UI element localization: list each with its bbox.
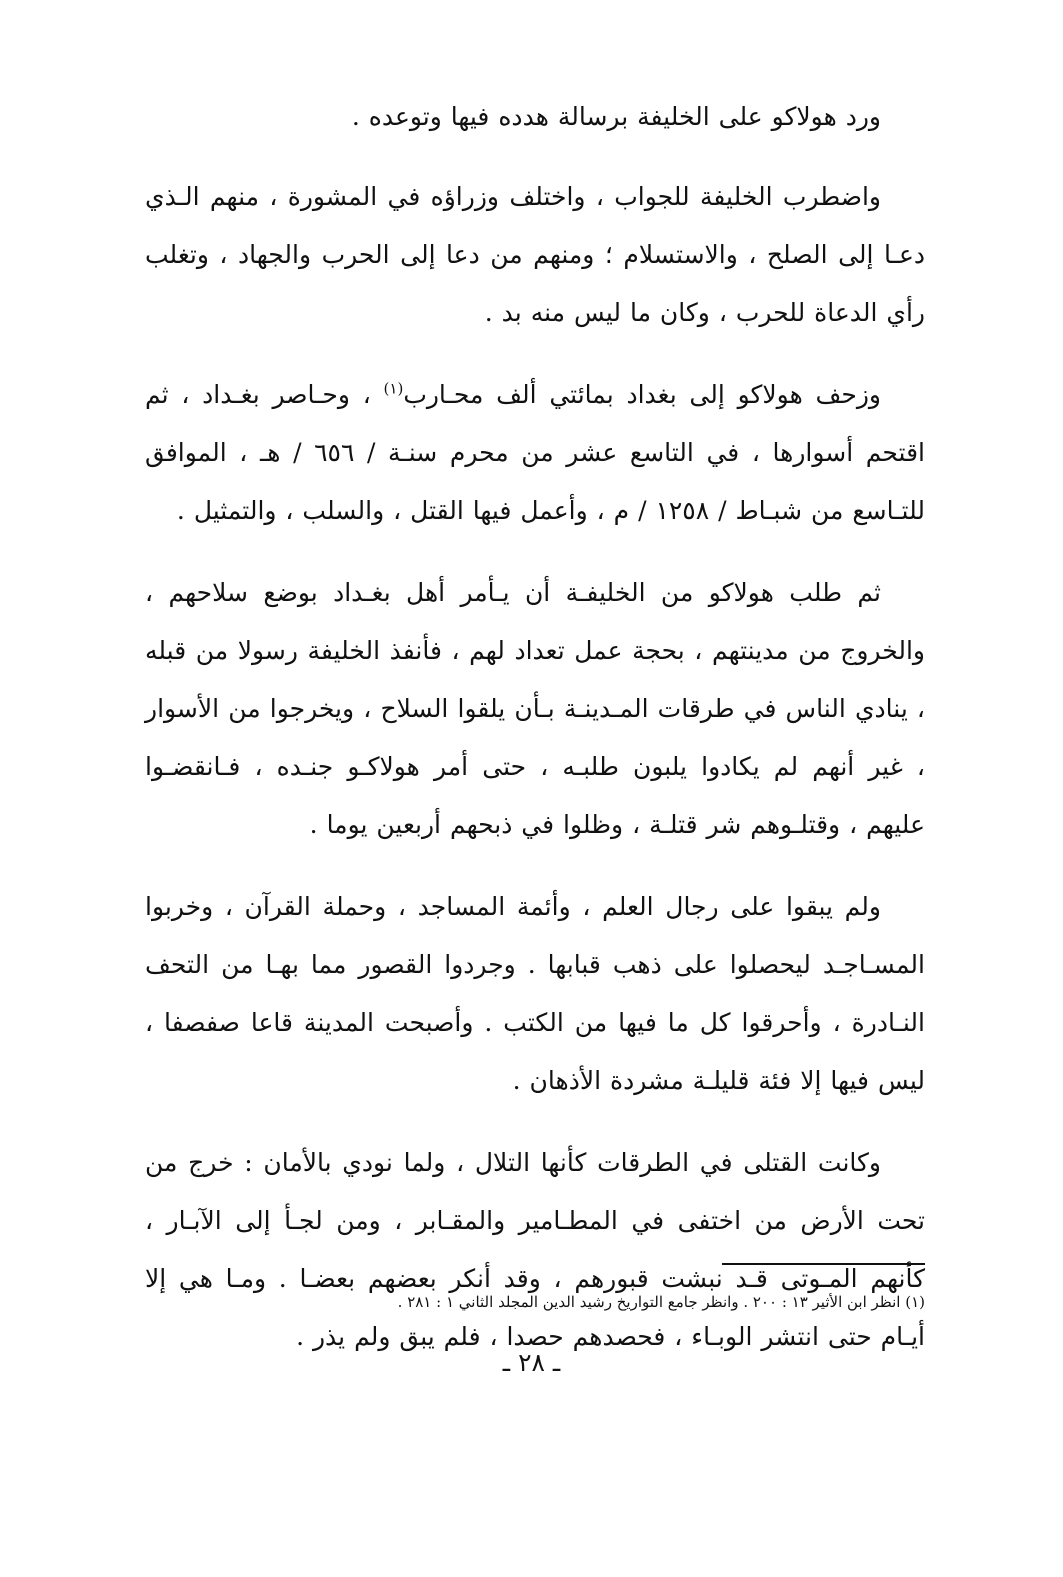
paragraph-6: وكانت القتلى في الطرقات كأنها التلال ، ولما نودي بالأمان : خرج من تحت الأرض من اختفى في المطـامير والمقـابر ، ومن لجـأ إلى الآبـار ، كأنهم المـوتى قـد نبشت قبورهم ، وقد أنكر بعضهم بعضـا . ومـا هي إلا أيـام حتى انتشر الوبـاء ، فحصدهم حصدا ، فلم يبق ولم يذر . [145,1148,925,1351]
footnote: (١) انظر ابن الأثير ١٣ : ٢٠٠ . وانظر جامع التواريخ رشيد الدين المجلد الثاني ١ : ٢٨١ . [397,1293,925,1311]
footnote-divider [722,1263,925,1265]
paragraph-2: واضطرب الخليفة للجواب ، واختلف وزراؤه في المشورة ، منهم الـذي دعـا إلى الصلح ، والاستسلام ؛ ومنهم من دعا إلى الحرب والجهاد ، وتغلب رأي الدعاة للحرب ، وكان ما ليس منه بد . [145,182,925,327]
body-text [145,88,925,1390]
paragraph-5: ولم يبقوا على رجال العلم ، وأئمة المساجد ، وحملة القرآن ، وخربوا المسـاجـد ليحصلوا على ذهب قبابها . وجردوا القصور مما بهـا من التحف النـادرة ، وأحرقوا كل ما فيها من الكتب . وأصبحت المدينة قاعا صفصفا ، ليس فيها إلا فئة قليلـة مشردة الأذهان . [145,892,925,1095]
paragraph-3-text-after-ref: ، وحـاصر بغـداد ، ثم اقتحم أسوارها ، في التاسع عشر من محرم سنـة / ٦٥٦ / هـ ، الموافق للتـاسع من شبـاط / ١٢٥٨ / م ، وأعمل فيها القتل ، والسلب ، والتمثيل . [145,380,925,525]
paragraph-4: ثم طلب هولاكو من الخليفـة أن يـأمر أهل بغـداد بوضع سلاحهم ، والخروج من مدينتهم ، بحجة عمل تعداد لهم ، فأنفذ الخليفة رسولا من قبله ، ينادي الناس في طرقات المـدينـة بـأن يلقوا السلاح ، ويخرجوا من الأسوار ، غير أنهم لم يكادوا يلبون طلبـه ، حتى أمر هولاكـو جنـده ، فـانقضـوا عليهم ، وقتلـوهم شر قتلـة ، وظلوا في ذبحهم أربعين يوما . [145,578,925,839]
footnote-reference[interactable]: (١) [383,379,404,398]
paragraph-3-text-before-ref: وزحف هولاكو إلى بغداد بمائتي ألف محـارب [403,380,881,409]
paragraph-3 [145,366,925,540]
paragraph-1: ورد هولاكو على الخليفة برسالة هدده فيها وتوعده . [351,102,881,131]
page-number: ـ ٢٨ ـ [502,1348,561,1377]
